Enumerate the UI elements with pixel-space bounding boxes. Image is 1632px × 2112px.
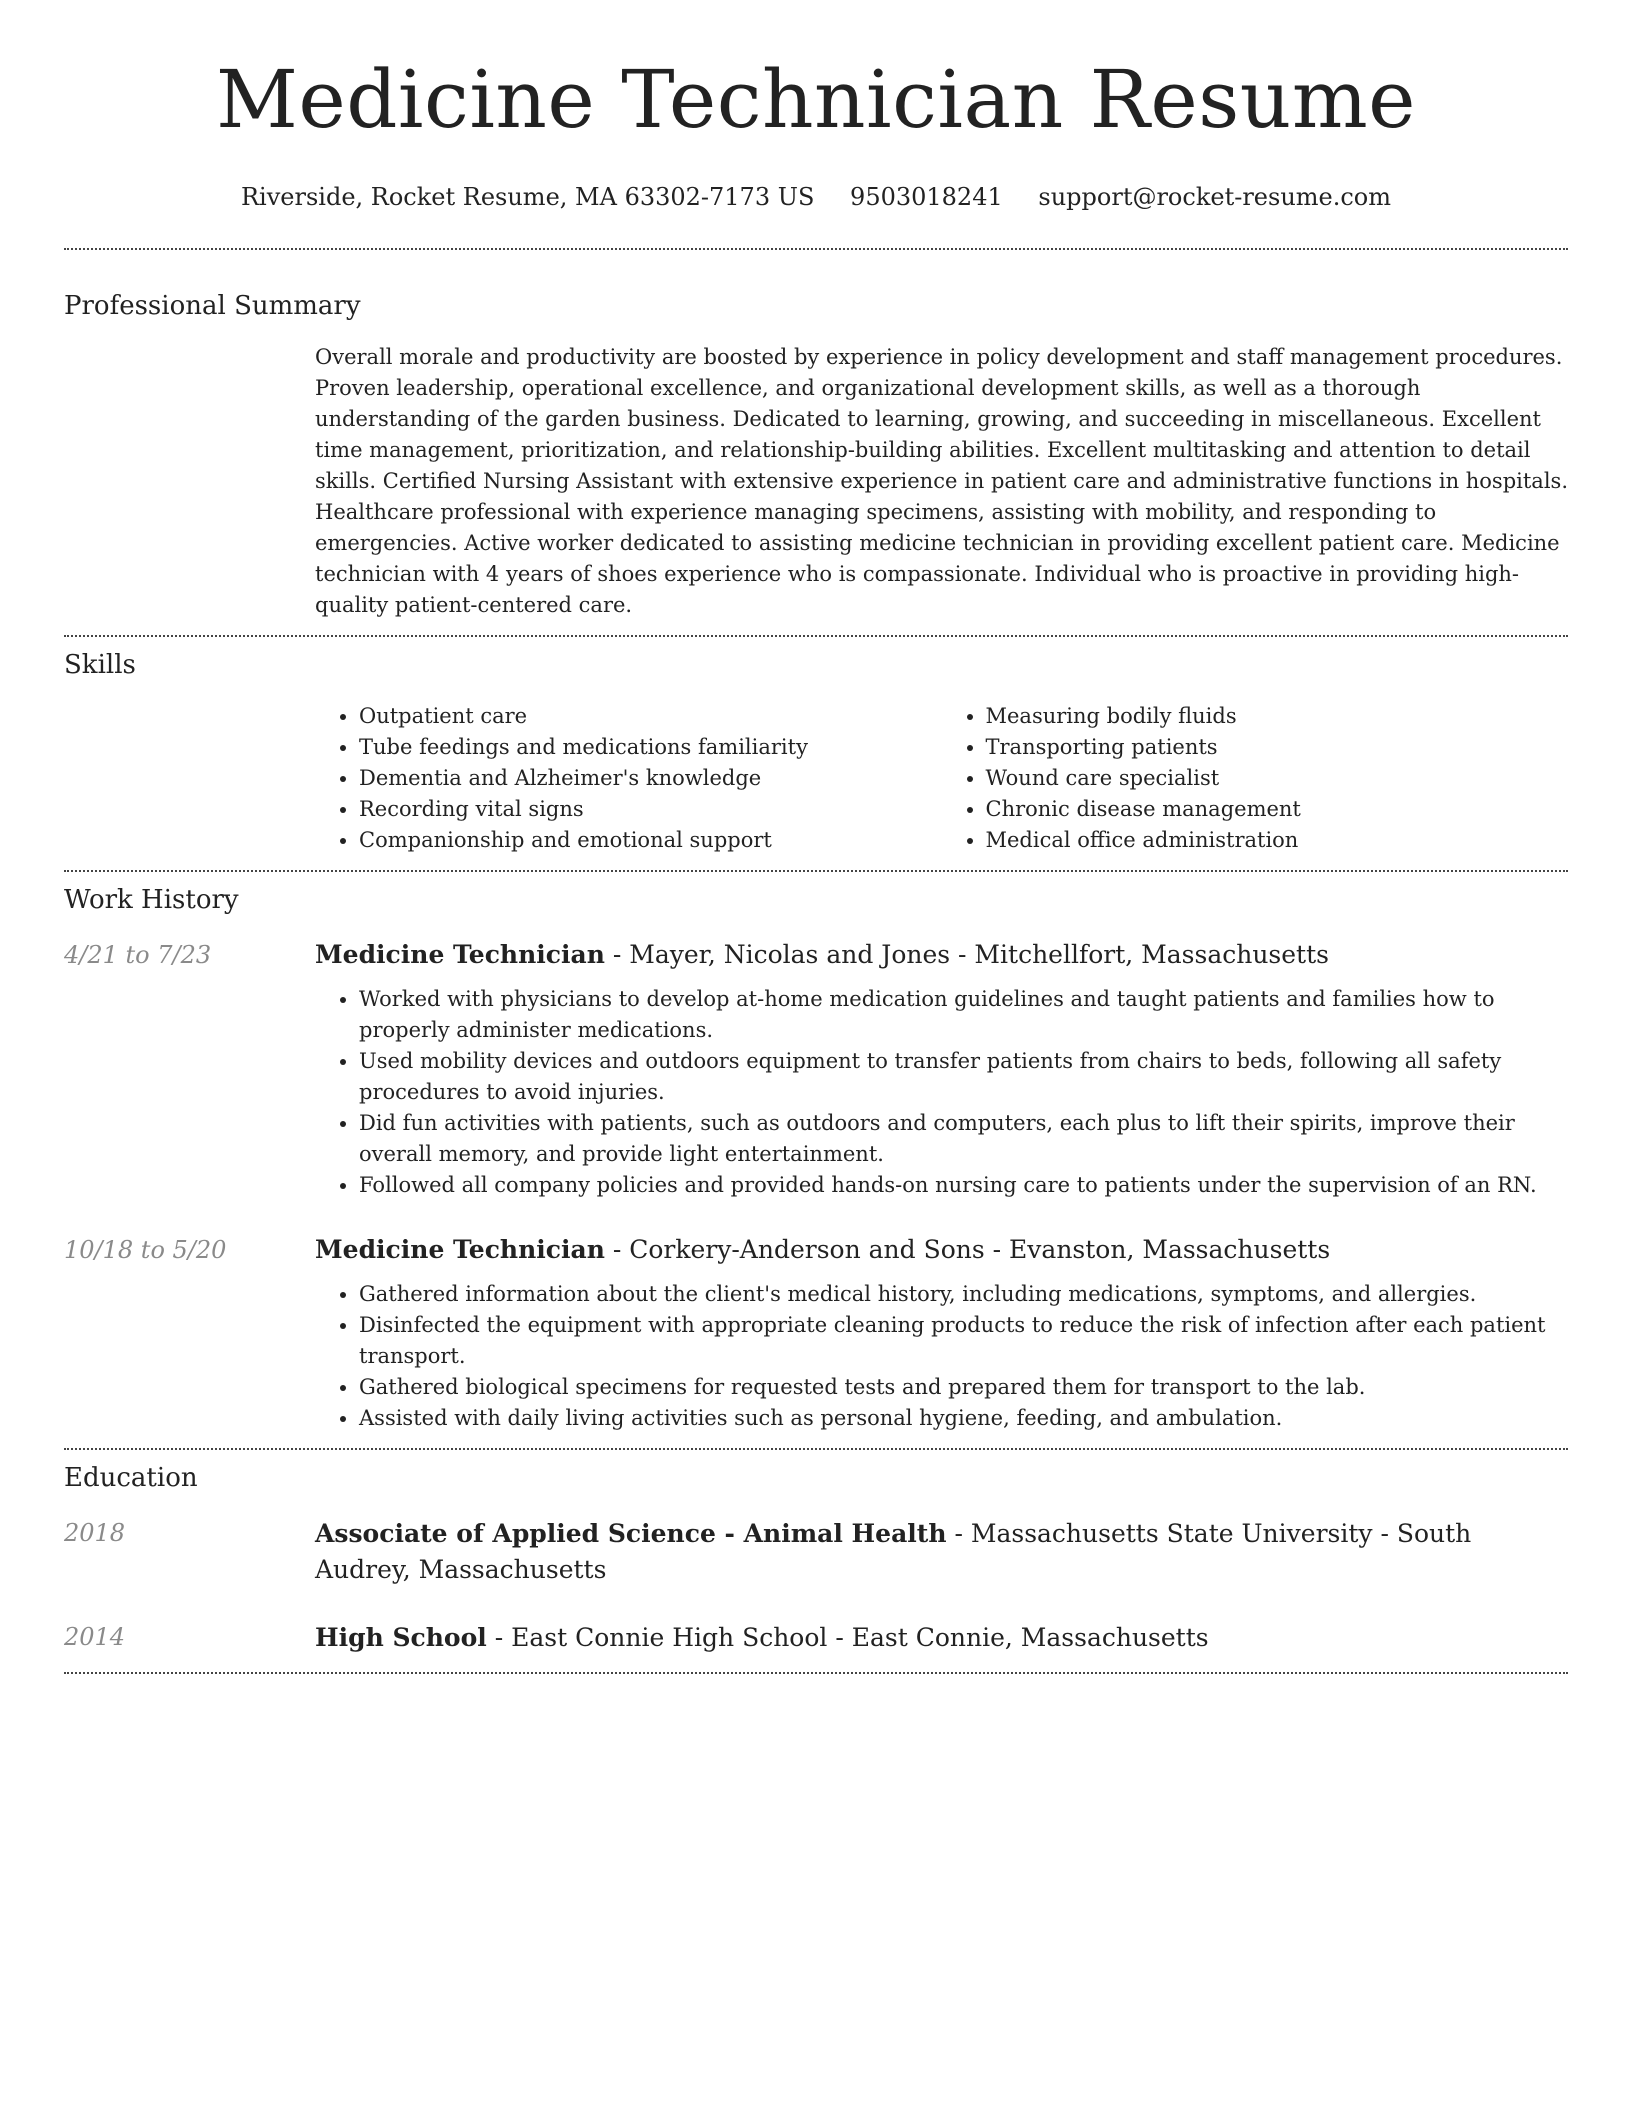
job-bullet: • Gathered information about the client's medical history, including medications, symptoms, and allergies. (359, 1279, 1568, 1310)
education-entry (64, 1620, 1568, 1656)
job-entry (64, 938, 1568, 1201)
job-bullet: • Used mobility devices and outdoors equipment to transfer patients from chairs to beds, following all safety procedures to avoid injuries. (359, 1046, 1568, 1108)
job-dates: 10/18 to 5/20 (64, 1236, 227, 1264)
section-divider (64, 1672, 1568, 1674)
job-role: Medicine Technician (315, 940, 605, 969)
skill-item: • Wound care specialist (986, 763, 1569, 794)
resume-header (64, 0, 1568, 212)
section-divider (64, 248, 1568, 250)
summary-left-spacer (64, 342, 315, 621)
job-role: Medicine Technician (315, 1235, 605, 1264)
summary-body (315, 342, 1568, 621)
contact-email: support@rocket-resume.com (1038, 183, 1392, 211)
summary-row (64, 342, 1568, 621)
skill-item: • Measuring bodily fluids (986, 701, 1569, 732)
section-title-education: Education (64, 1463, 198, 1493)
education-entry (64, 1516, 1568, 1588)
education-degree: High School (315, 1623, 487, 1652)
section-title-skills: Skills (64, 650, 136, 680)
skill-item: • Dementia and Alzheimer's knowledge (359, 763, 942, 794)
skill-item: • Outpatient care (359, 701, 942, 732)
job-bullets (315, 1279, 1568, 1434)
skills-section (64, 649, 1568, 856)
summary-section (64, 290, 1568, 621)
job-entry (64, 1233, 1568, 1434)
job-details: - Corkery-Anderson and Sons - Evanston, Massachusetts (604, 1235, 1331, 1264)
contact-phone: 9503018241 (850, 183, 1003, 211)
contact-line (64, 182, 1568, 212)
education-degree: Associate of Applied Science - Animal Health (315, 1519, 947, 1548)
job-heading (315, 1233, 1568, 1267)
section-divider (64, 635, 1568, 637)
section-title-summary: Professional Summary (64, 291, 361, 321)
education-details: - Massachusetts State University - South Audrey, Massachusetts (315, 1519, 1472, 1584)
job-bullet: • Followed all company policies and provided hands-on nursing care to patients under the supervision of an RN. (359, 1170, 1568, 1201)
job-body (315, 1233, 1568, 1434)
skill-item: • Companionship and emotional support (359, 825, 942, 856)
job-details: - Mayer, Nicolas and Jones - Mitchellfort, Massachusetts (604, 940, 1329, 969)
education-section (64, 1462, 1568, 1656)
resume-title: Medicine Technician Resume (215, 53, 1417, 146)
summary-text: Overall morale and productivity are boosted by experience in policy development and staff management procedures. Proven leadership, operational excellence, and organizational development skills, as well as a thorough understanding of the garden business. Dedicated to learning, growing, and succeeding in miscellaneous. Excellent time management, prioritization, and relationship-building abilities. Excellent multitasking and attention to detail skills. Certified Nursing Assistant with extensive experience in patient care and administrative functions in hospitals. Healthcare professional with experience managing specimens, assisting with mobility, and responding to emergencies. Active worker dedicated to assisting medicine technician in providing excellent patient care. Medicine technician with 4 years of shoes experience who is compassionate. Individual who is proactive in providing high-quality patient-centered care. (315, 345, 1568, 617)
job-bullet: • Disinfected the equipment with appropriate cleaning products to reduce the risk of infection after each patient transport. (359, 1310, 1568, 1372)
job-dates: 4/21 to 7/23 (64, 941, 212, 969)
skill-item: • Transporting patients (986, 732, 1569, 763)
education-body (315, 1516, 1568, 1588)
education-year: 2014 (64, 1623, 126, 1651)
contact-address: Riverside, Rocket Resume, MA 63302-7173 US (240, 183, 815, 211)
skills-row (64, 701, 1568, 856)
skill-item: • Medical office administration (986, 825, 1569, 856)
section-divider (64, 870, 1568, 872)
education-heading (315, 1620, 1568, 1656)
education-heading (315, 1516, 1568, 1588)
skills-columns (315, 701, 1568, 856)
skill-item: • Chronic disease management (986, 794, 1569, 825)
education-year: 2018 (64, 1519, 126, 1547)
education-body (315, 1620, 1568, 1656)
job-bullet: • Worked with physicians to develop at-home medication guidelines and taught patients and families how to properly administer medications. (359, 984, 1568, 1046)
job-bullets (315, 984, 1568, 1201)
education-details: - East Connie High School - East Connie, Massachusetts (486, 1623, 1209, 1652)
job-body (315, 938, 1568, 1201)
skill-item: • Tube feedings and medications familiarity (359, 732, 942, 763)
job-bullet: • Did fun activities with patients, such as outdoors and computers, each plus to lift their spirits, improve their overall memory, and provide light entertainment. (359, 1108, 1568, 1170)
job-heading (315, 938, 1568, 972)
section-divider (64, 1448, 1568, 1450)
job-bullet: • Gathered biological specimens for requested tests and prepared them for transport to the lab. (359, 1372, 1568, 1403)
skill-item: • Recording vital signs (359, 794, 942, 825)
skills-list-right (942, 701, 1569, 856)
section-title-work: Work History (64, 885, 239, 915)
skills-list-left (315, 701, 942, 856)
job-bullet: • Assisted with daily living activities such as personal hygiene, feeding, and ambulation. (359, 1403, 1568, 1434)
work-section (64, 884, 1568, 1434)
skills-left-spacer (64, 701, 315, 856)
